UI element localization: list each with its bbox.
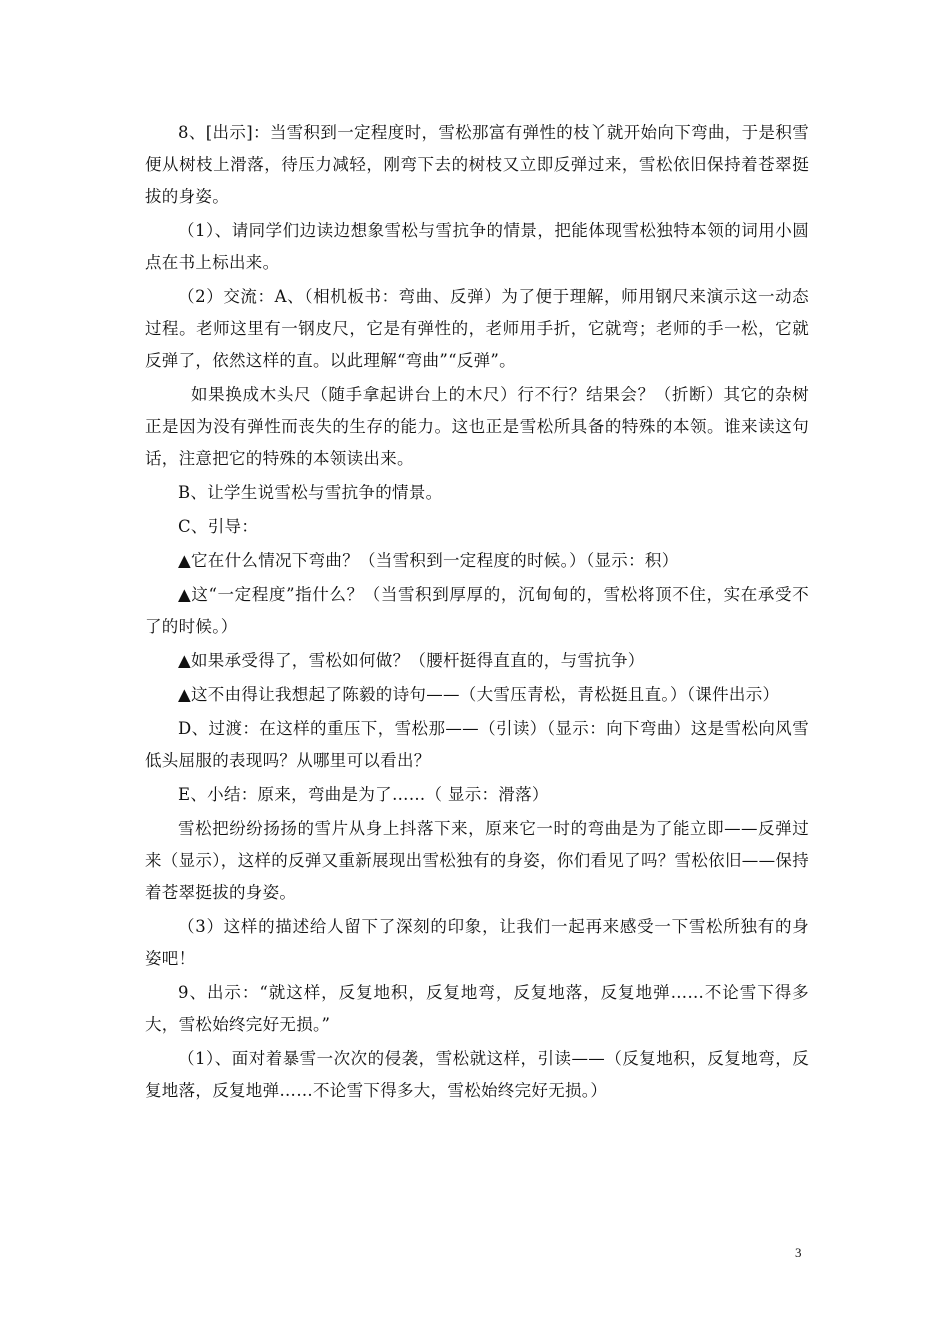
paragraph-9-show: 9、出示：“就这样，反复地积，反复地弯，反复地落，反复地弹……不论雪下得多大，雪松始终完好无损。” [145,983,809,1034]
paragraph-b: B、让学生说雪松与雪抗争的情景。 [178,483,443,502]
paragraph-8-step-1: （1）、请同学们边读边想象雪松与雪抗争的情景，把能体现雪松独特本领的词用小圆点在书上标出来。 [145,221,809,272]
paragraph-question-4: ▲这不由得让我想起了陈毅的诗句——（大雪压青松，青松挺且直。）（课件出示） [178,685,780,704]
paragraph-8-show: 8、[出示]：当雪积到一定程度时，雪松那富有弹性的枝丫就开始向下弯曲，于是积雪便从树枝上滑落，待压力减轻，刚弯下去的树枝又立即反弹过来，雪松依旧保持着苍翠挺拔的身姿。 [145,123,809,206]
document-body [145,117,809,1107]
paragraph-9-step-1: （1）、面对着暴雪一次次的侵袭，雪松就这样，引读——（反复地积，反复地弯，反复地落，反复地弹……不论雪下得多大，雪松始终完好无损。） [145,1049,809,1100]
paragraph-step-3: （3）这样的描述给人留下了深刻的印象，让我们一起再来感受一下雪松所独有的身姿吧！ [145,917,809,968]
paragraph-c: C、引导： [178,517,259,536]
paragraph-rebound: 雪松把纷纷扬扬的雪片从身上抖落下来，原来它一时的弯曲是为了能立即——反弹过来（显示），这样的反弹又重新展现出雪松独有的身姿，你们看见了吗？雪松依旧——保持着苍翠挺拔的身姿。 [145,819,809,902]
paragraph-8-step-2: （2）交流：A、（相机板书：弯曲、反弹）为了便于理解，师用钢尺来演示这一动态过程。老师这里有一钢皮尺，它是有弹性的，老师用手折，它就弯；老师的手一松，它就反弹了，依然这样的直。以此理解“弯曲”“反弹”。 [145,287,809,370]
paragraph-question-3: ▲如果承受得了，雪松如何做？（腰杆挺得直直的，与雪抗争） [178,651,645,670]
paragraph-question-1: ▲它在什么情况下弯曲？（当雪积到一定程度的时候。）（显示：积） [178,551,679,570]
paragraph-d: D、过渡：在这样的重压下，雪松那——（引读）（显示：向下弯曲）这是雪松向风雪低头屈服的表现吗？从哪里可以看出？ [145,719,809,770]
paragraph-question-2: ▲这“一定程度”指什么？（当雪积到厚厚的，沉甸甸的，雪松将顶不住，实在承受不了的时候。） [145,585,809,636]
paragraph-e: E、小结：原来，弯曲是为了……（ 显示：滑落） [178,785,549,804]
page-number: 3 [795,1245,802,1260]
paragraph-wooden-ruler: 如果换成木头尺（随手拿起讲台上的木尺）行不行？结果会？（折断）其它的杂树正是因为没有弹性而丧失的生存的能力。这也正是雪松所具备的特殊的本领。谁来读这句话，注意把它的特殊的本领读出来。 [145,385,809,468]
